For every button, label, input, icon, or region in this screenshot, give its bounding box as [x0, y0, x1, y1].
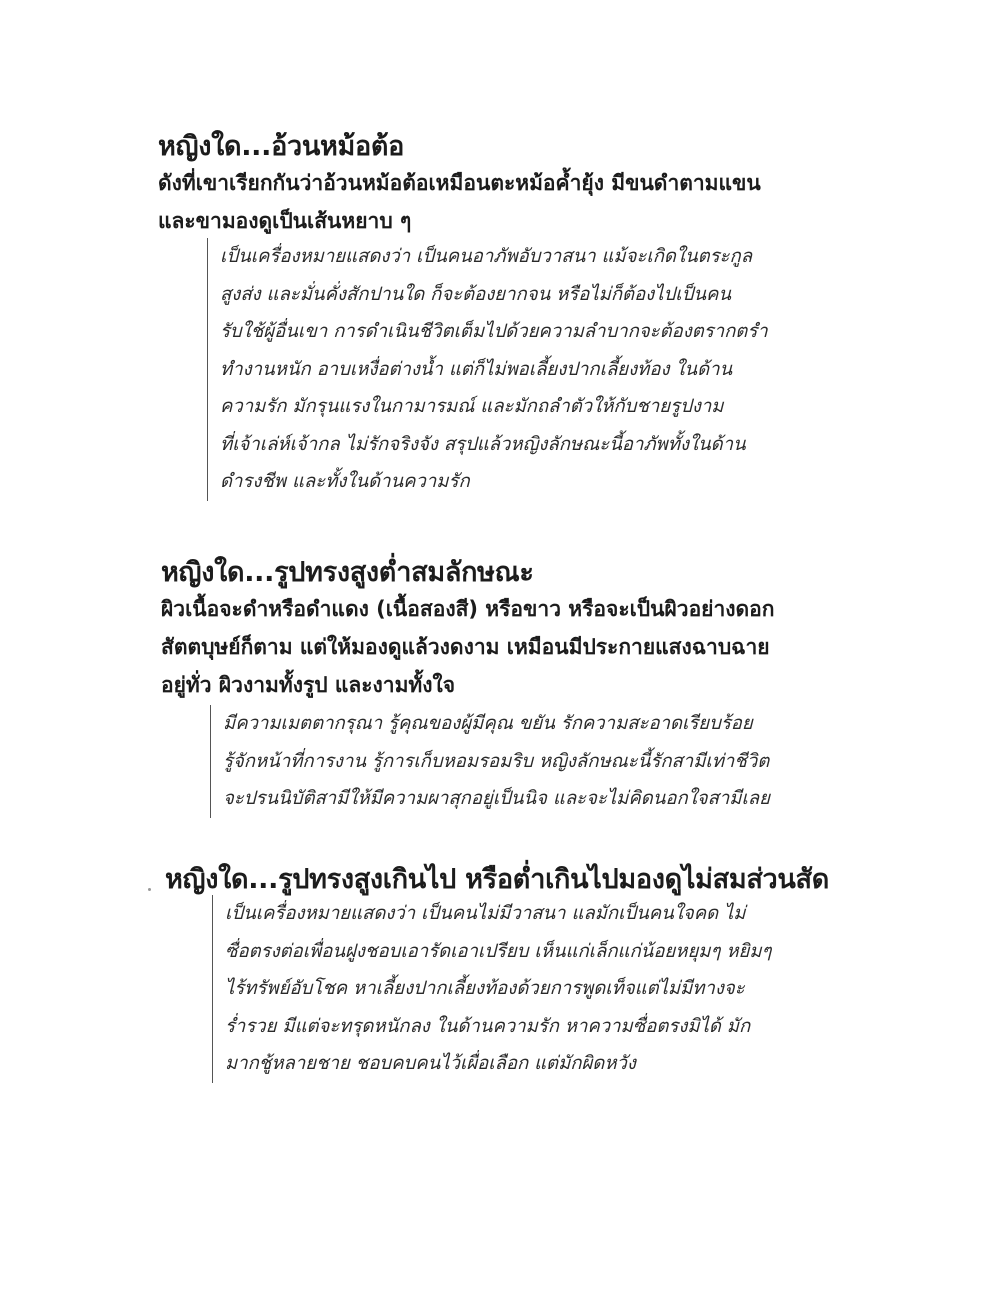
- intro-line: อยู่ทั่ว ผิวงามทั้งรูป และงามทั้งใจ: [161, 673, 456, 697]
- section-quote: [210, 705, 770, 818]
- intro-line: ดังที่เขาเรียกกันว่าอ้วนหม้อต้อเหมือนตะหม้อค้ำยุ้ง มีขนดำตามแขน: [158, 171, 761, 195]
- quote-line: ความรัก มักรุนแรงในกามารมณ์ และมักถลำตัวให้กับชายรูปงาม: [220, 396, 724, 417]
- quote-line: ร่ำรวย มีแต่จะทรุดหนักลง ในด้านความรัก หาความซื่อตรงมิได้ มัก: [225, 1015, 751, 1037]
- quote-line: ดำรงชีพ และทั้งในด้านความรัก: [220, 471, 470, 492]
- section-heading: หญิงใด...รูปทรงสูงเกินไป หรือต่ำเกินไปมองดูไม่สมส่วนสัด: [165, 864, 829, 895]
- quote-line: มากชู้หลายชาย ชอบคบคนไว้เผื่อเลือก แต่มักผิดหวัง: [225, 1053, 636, 1074]
- quote-line: เป็นเครื่องหมายแสดงว่า เป็นคนไม่มีวาสนา แลมักเป็นคนใจคด ไม่: [225, 903, 746, 924]
- intro-line: และขามองดูเป็นเส้นหยาบ ๆ: [158, 209, 412, 233]
- scan-speck: [148, 888, 151, 891]
- quote-line: จะปรนนิบัติสามีให้มีความผาสุกอยู่เป็นนิจ และจะไม่คิดนอกใจสามีเลย: [223, 788, 770, 809]
- quote-line: รู้จักหน้าที่การงาน รู้การเก็บหอมรอมริบ หญิงลักษณะนี้รักสามีเท่าชีวิต: [223, 750, 770, 772]
- quote-line: ที่เจ้าเล่ห์เจ้ากล ไม่รักจริงจัง สรุปแล้วหญิงลักษณะนี้อาภัพทั้งในด้าน: [220, 433, 746, 455]
- section-quote: [212, 895, 771, 1083]
- section-intro: [161, 590, 775, 704]
- quote-line: เป็นเครื่องหมายแสดงว่า เป็นคนอาภัพอับวาสนา แม้จะเกิดในตระกูล: [220, 246, 753, 267]
- quote-line: รับใช้ผู้อื่นเขา การดำเนินชีวิตเต็มไปด้วยความลำบากจะต้องตรากตรำ: [220, 321, 768, 342]
- intro-line: สัตตบุษย์ก็ตาม แต่ให้มองดูแล้วงดงาม เหมือนมีประกายแสงฉาบฉาย: [161, 635, 770, 659]
- quote-line: สูงส่ง และมั่นคั่งสักปานใด ก็จะต้องยากจน หรือไม่ก็ต้องไปเป็นคน: [220, 283, 731, 305]
- quote-line: มีความเมตตากรุณา รู้คุณของผู้มีคุณ ขยัน รักความสะอาดเรียบร้อย: [223, 713, 753, 734]
- intro-line: ผิวเนื้อจะดำหรือดำแดง (เนื้อสองสี) หรือขาว หรือจะเป็นผิวอย่างดอก: [161, 597, 775, 621]
- section-heading: หญิงใด...อ้วนหม้อต้อ: [158, 131, 405, 162]
- quote-line: ไร้ทรัพย์อับโชค หาเลี้ยงปากเลี้ยงท้องด้วยการพูดเท็จแต่ไม่มีทางจะ: [225, 978, 745, 999]
- quote-line: ทำงานหนัก อาบเหงื่อต่างน้ำ แต่ก็ไม่พอเลี้ยงปากเลี้ยงท้อง ในด้าน: [220, 358, 733, 380]
- quote-line: ซื่อตรงต่อเพื่อนฝูงชอบเอารัดเอาเปรียบ เห็นแก่เล็กแก่น้อยหยุมๆ หยิมๆ: [225, 940, 772, 962]
- section-quote: [207, 238, 768, 501]
- section-heading: หญิงใด...รูปทรงสูงต่ำสมลักษณะ: [161, 557, 534, 588]
- section-intro: [158, 164, 761, 240]
